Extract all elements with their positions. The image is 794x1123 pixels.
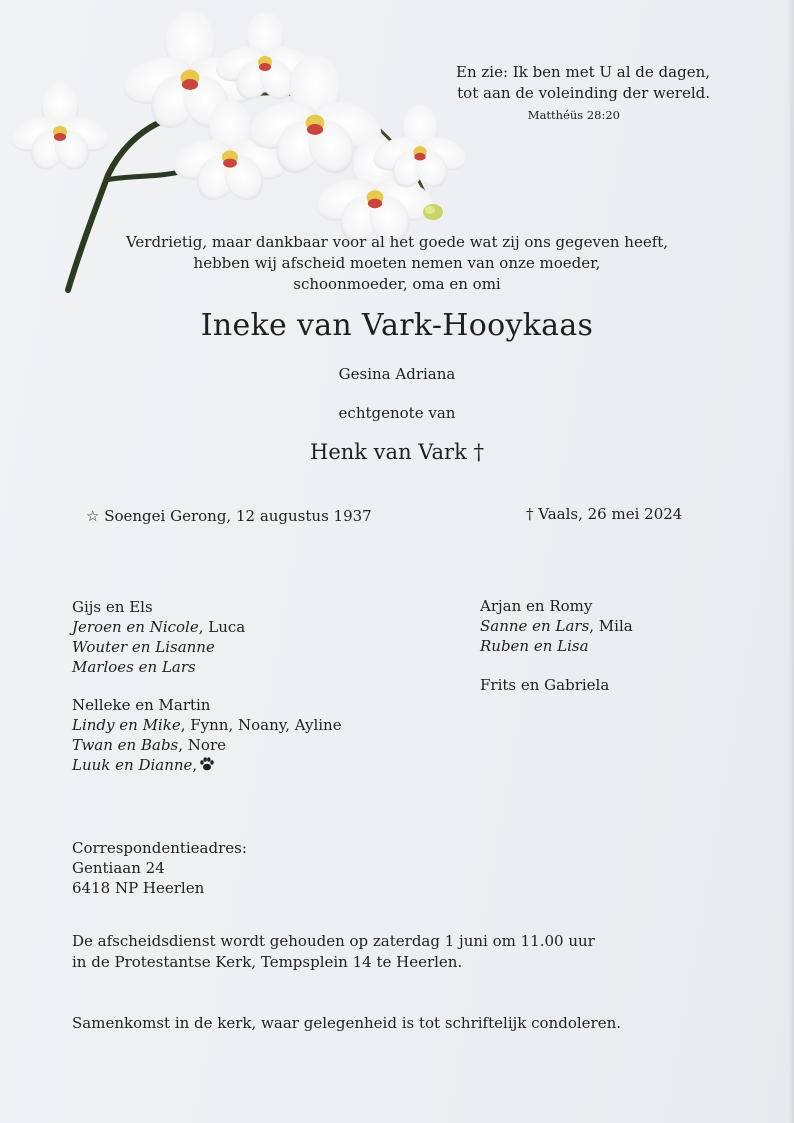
spouse-label: echtgenote van [338, 404, 456, 422]
children-names: , Mila [589, 617, 633, 635]
deceased-name: Ineke van Vark-Hooykaas [200, 308, 594, 343]
couple-name: Twan en Babs [72, 736, 179, 754]
service-info [72, 931, 595, 973]
couple-name: Sanne en Lars [480, 617, 590, 635]
intro-line-3: schoonmoeder, oma en omi [293, 275, 501, 293]
family-row [72, 735, 342, 755]
paw-print-icon [199, 756, 215, 772]
gathering-info: Samenkomst in de kerk, waar gelegenheid is tot schriftelijk condoleren. [72, 1014, 621, 1032]
family-head: Nelleke en Martin [72, 696, 211, 714]
intro-line-1: Verdrietig, maar dankbaar voor al het goede wat zij ons gegeven heeft, [125, 233, 669, 251]
family-group-1 [72, 597, 245, 677]
address-city: 6418 NP Heerlen [72, 879, 205, 897]
family-row [72, 637, 245, 657]
family-row [72, 657, 245, 677]
verse-line-2: tot aan de voleinding der wereld. [457, 84, 710, 102]
family-row [72, 755, 342, 775]
service-line-2: in de Protestantse Kerk, Tempsplein 14 te Heerlen. [72, 953, 463, 971]
spouse-name: Henk van Vark † [310, 440, 484, 464]
family-head: Gijs en Els [72, 598, 153, 616]
children-names: , Luca [198, 618, 246, 636]
given-names: Gesina Adriana [338, 365, 456, 383]
bible-verse [440, 62, 710, 104]
family-row [480, 616, 633, 636]
couple-name: Jeroen en Nicole [72, 618, 199, 636]
children-names: , Nore [178, 736, 227, 754]
address-label: Correspondentieadres: [72, 839, 247, 857]
death-info: † Vaals, 26 mei 2024 [526, 505, 683, 523]
children-names: , [192, 756, 198, 774]
intro-line-2: hebben wij afscheid moeten nemen van onze moeder, [193, 254, 601, 272]
couple-name: Ruben en Lisa [480, 637, 589, 655]
family-group-3 [480, 596, 633, 656]
address-street: Gentiaan 24 [72, 859, 165, 877]
couple-name: Wouter en Lisanne [72, 638, 215, 656]
birth-info: ☆ Soengei Gerong, 12 augustus 1937 [86, 507, 372, 525]
couple-name: Lindy en Mike [72, 716, 181, 734]
family-head: Arjan en Romy [480, 597, 593, 615]
couple-name: Marloes en Lars [72, 658, 196, 676]
family-group-4 [480, 675, 609, 695]
family-row [72, 617, 245, 637]
couple-name: Luuk en Dianne [72, 756, 193, 774]
children-names: , Fynn, Noany, Ayline [180, 716, 342, 734]
family-group-2 [72, 695, 342, 775]
verse-reference: Matthéüs 28:20 [527, 108, 620, 122]
paper-edge-shadow [788, 0, 794, 1123]
intro-text [60, 232, 734, 295]
correspondence-address [72, 838, 247, 898]
family-row [72, 715, 342, 735]
service-line-1: De afscheidsdienst wordt gehouden op zaterdag 1 juni om 11.00 uur [72, 932, 595, 950]
family-head: Frits en Gabriela [480, 676, 610, 694]
verse-line-1: En zie: Ik ben met U al de dagen, [456, 63, 710, 81]
family-row [480, 636, 633, 656]
